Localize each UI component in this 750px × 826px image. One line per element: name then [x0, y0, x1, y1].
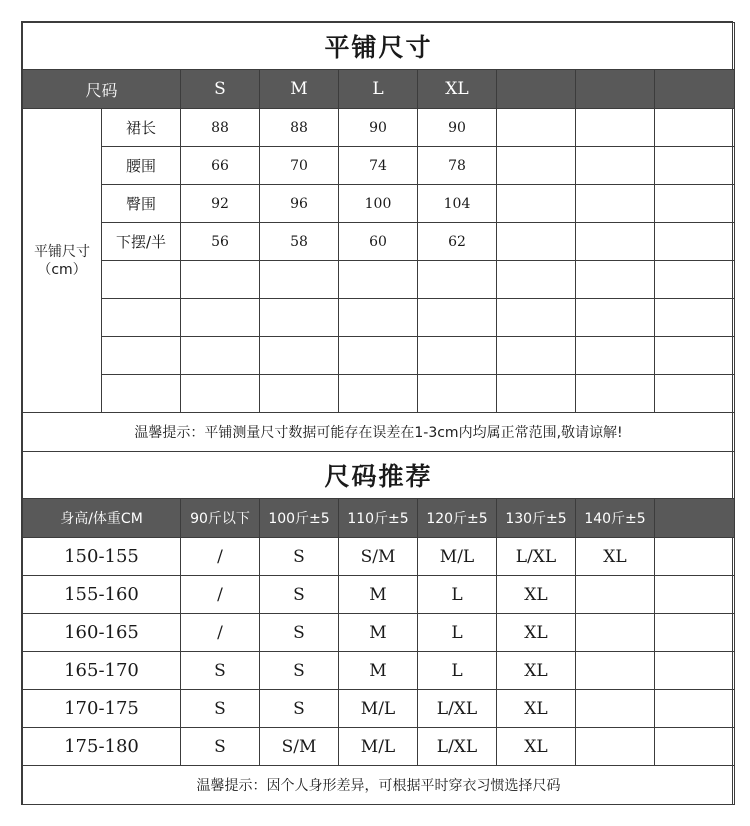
measurement-cell — [181, 299, 260, 337]
measurement-cell — [418, 261, 497, 299]
measurement-cell: 104 — [418, 185, 497, 223]
measurement-cell — [576, 147, 655, 185]
recommend-cell: XL — [497, 652, 576, 690]
height-range: 165-170 — [23, 652, 181, 690]
recommend-cell: L/XL — [418, 690, 497, 728]
height-range: 155-160 — [23, 576, 181, 614]
measurement-label: 裙长 — [102, 109, 181, 147]
measurement-cell — [655, 375, 735, 413]
measurement-cell: 60 — [339, 223, 418, 261]
row-group-label-line1: 平铺尺寸 — [34, 243, 90, 260]
measurement-cell — [655, 223, 735, 261]
measurement-cell: 100 — [339, 185, 418, 223]
recommend-cell: XL — [497, 576, 576, 614]
size-col-header — [576, 70, 655, 109]
recommend-cell: M/L — [339, 690, 418, 728]
measurement-row — [23, 261, 735, 299]
recommend-cell — [655, 652, 735, 690]
measurement-cell: 92 — [181, 185, 260, 223]
measurement-cell — [576, 337, 655, 375]
recommend-cell: S — [260, 690, 339, 728]
measurement-cell — [260, 375, 339, 413]
size-col-header: L — [339, 70, 418, 109]
size-chart-table — [22, 22, 735, 805]
recommend-cell: S — [260, 576, 339, 614]
measurement-cell — [576, 223, 655, 261]
measurement-label: 腰围 — [102, 147, 181, 185]
recommend-row — [23, 614, 735, 652]
measurement-cell — [497, 109, 576, 147]
recommend-cell: M/L — [418, 538, 497, 576]
weight-col-header: 110斤±5 — [339, 499, 418, 538]
weight-col-header: 120斤±5 — [418, 499, 497, 538]
measurement-cell — [497, 337, 576, 375]
measurement-cell — [576, 109, 655, 147]
recommend-cell — [576, 576, 655, 614]
measurement-cell — [497, 147, 576, 185]
recommend-cell — [655, 728, 735, 766]
flat-size-header-row — [23, 70, 735, 109]
recommend-cell: S — [260, 652, 339, 690]
measurement-cell — [418, 337, 497, 375]
measurement-cell — [497, 299, 576, 337]
recommend-cell: S — [181, 728, 260, 766]
size-col-header: S — [181, 70, 260, 109]
measurement-row — [23, 185, 735, 223]
measurement-cell — [260, 337, 339, 375]
size-col-header — [497, 70, 576, 109]
measurement-cell: 96 — [260, 185, 339, 223]
recommend-cell — [655, 576, 735, 614]
size-col-header — [655, 70, 735, 109]
measurement-cell — [576, 261, 655, 299]
recommend-cell — [655, 690, 735, 728]
recommend-title: 尺码推荐 — [23, 452, 735, 499]
height-range: 150-155 — [23, 538, 181, 576]
recommend-cell: XL — [497, 614, 576, 652]
recommend-cell: M/L — [339, 728, 418, 766]
measurement-label — [102, 299, 181, 337]
recommend-cell: L — [418, 652, 497, 690]
measurement-cell — [497, 185, 576, 223]
recommend-cell: XL — [497, 690, 576, 728]
recommend-row — [23, 538, 735, 576]
row-group-label-line2: （cm） — [37, 261, 87, 278]
weight-col-header: 140斤±5 — [576, 499, 655, 538]
measurement-cell: 78 — [418, 147, 497, 185]
recommend-cell: L/XL — [418, 728, 497, 766]
recommend-cell — [655, 614, 735, 652]
measurement-row — [23, 147, 735, 185]
measurement-row — [23, 375, 735, 413]
measurement-cell — [181, 261, 260, 299]
recommend-cell — [576, 728, 655, 766]
weight-col-header — [655, 499, 735, 538]
recommend-cell: S — [260, 614, 339, 652]
measurement-cell — [655, 185, 735, 223]
recommend-cell: M — [339, 576, 418, 614]
recommend-cell: XL — [576, 538, 655, 576]
measurement-cell: 58 — [260, 223, 339, 261]
measurement-cell — [181, 375, 260, 413]
recommend-cell: S/M — [339, 538, 418, 576]
measurement-label — [102, 337, 181, 375]
recommend-cell — [576, 652, 655, 690]
recommend-cell: L — [418, 614, 497, 652]
recommend-cell — [655, 538, 735, 576]
measurement-cell — [260, 261, 339, 299]
measurement-cell: 88 — [181, 109, 260, 147]
recommend-cell: / — [181, 614, 260, 652]
recommend-cell: S/M — [260, 728, 339, 766]
recommend-cell — [576, 614, 655, 652]
measurement-cell: 74 — [339, 147, 418, 185]
measurement-cell: 90 — [339, 109, 418, 147]
recommend-cell: / — [181, 538, 260, 576]
measurement-cell: 62 — [418, 223, 497, 261]
recommend-row — [23, 576, 735, 614]
recommend-cell: / — [181, 576, 260, 614]
measurement-cell — [181, 337, 260, 375]
weight-col-header: 100斤±5 — [260, 499, 339, 538]
height-range: 175-180 — [23, 728, 181, 766]
measurement-label — [102, 375, 181, 413]
flat-size-title: 平铺尺寸 — [23, 23, 735, 70]
recommend-row — [23, 690, 735, 728]
flat-size-note: 温馨提示：平铺测量尺寸数据可能存在误差在1-3cm内均属正常范围,敬请谅解! — [23, 413, 735, 452]
recommend-cell: M — [339, 614, 418, 652]
measurement-cell — [655, 147, 735, 185]
measurement-cell: 70 — [260, 147, 339, 185]
size-header-label: 尺码 — [23, 70, 181, 109]
measurement-cell — [339, 337, 418, 375]
measurement-cell: 88 — [260, 109, 339, 147]
recommend-cell: S — [181, 652, 260, 690]
measurement-cell — [576, 185, 655, 223]
flat-size-row-group-label — [23, 109, 102, 413]
measurement-cell — [260, 299, 339, 337]
weight-col-header: 130斤±5 — [497, 499, 576, 538]
measurement-cell — [655, 261, 735, 299]
recommend-cell: S — [260, 538, 339, 576]
measurement-cell — [339, 375, 418, 413]
measurement-cell — [497, 261, 576, 299]
measurement-row — [23, 109, 735, 147]
measurement-cell — [655, 299, 735, 337]
size-col-header: M — [260, 70, 339, 109]
measurement-row — [23, 337, 735, 375]
measurement-label: 臀围 — [102, 185, 181, 223]
height-range: 170-175 — [23, 690, 181, 728]
measurement-row — [23, 223, 735, 261]
recommend-cell — [576, 690, 655, 728]
measurement-cell: 56 — [181, 223, 260, 261]
recommend-cell: XL — [497, 728, 576, 766]
size-chart-sheet — [21, 21, 733, 805]
height-range: 160-165 — [23, 614, 181, 652]
measurement-cell: 66 — [181, 147, 260, 185]
measurement-cell: 90 — [418, 109, 497, 147]
measurement-cell — [576, 375, 655, 413]
measurement-cell — [655, 337, 735, 375]
recommend-cell: L — [418, 576, 497, 614]
recommend-row — [23, 652, 735, 690]
measurement-row — [23, 299, 735, 337]
measurement-cell — [418, 375, 497, 413]
measurement-cell — [418, 299, 497, 337]
recommend-header-row — [23, 499, 735, 538]
recommend-cell: M — [339, 652, 418, 690]
recommend-note: 温馨提示：因个人身形差异，可根据平时穿衣习惯选择尺码 — [23, 766, 735, 805]
recommend-cell: L/XL — [497, 538, 576, 576]
measurement-cell — [497, 375, 576, 413]
measurement-cell — [339, 299, 418, 337]
measurement-cell — [497, 223, 576, 261]
measurement-label: 下摆/半 — [102, 223, 181, 261]
size-col-header: XL — [418, 70, 497, 109]
measurement-cell — [576, 299, 655, 337]
weight-col-header: 90斤以下 — [181, 499, 260, 538]
measurement-label — [102, 261, 181, 299]
height-weight-header: 身高/体重CM — [23, 499, 181, 538]
measurement-cell — [655, 109, 735, 147]
recommend-cell: S — [181, 690, 260, 728]
recommend-row — [23, 728, 735, 766]
measurement-cell — [339, 261, 418, 299]
